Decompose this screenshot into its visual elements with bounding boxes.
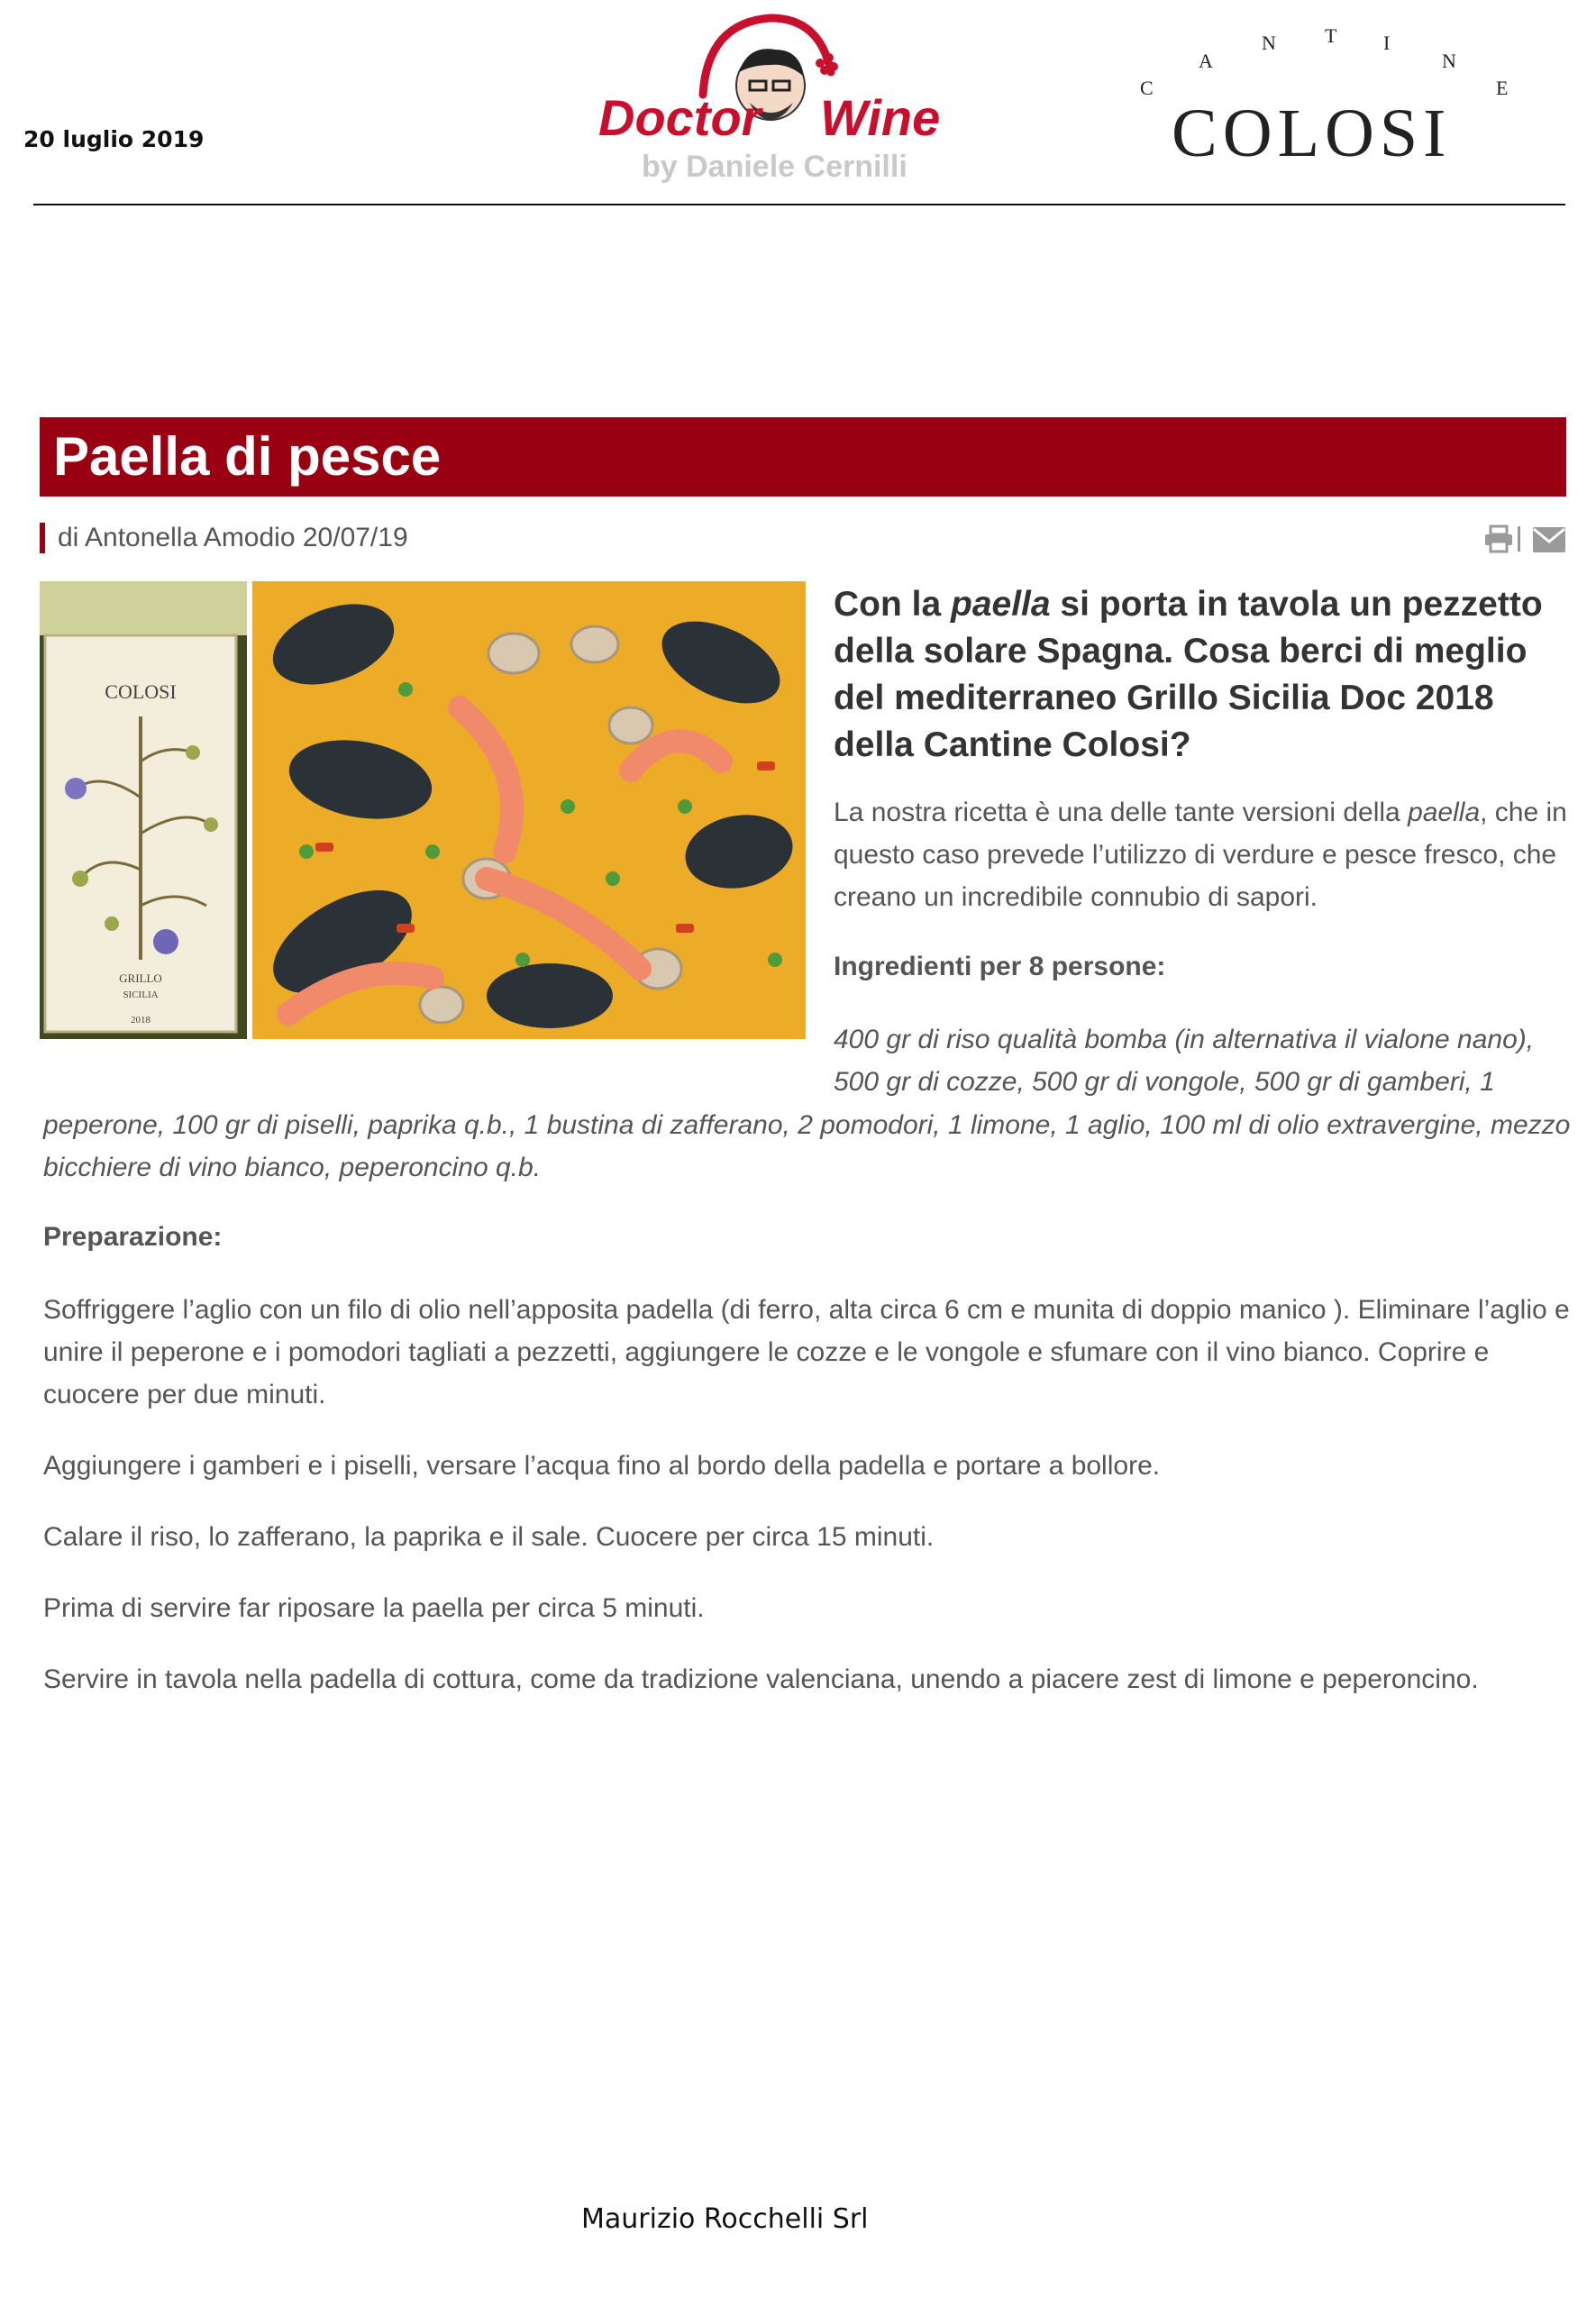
ingredients-text: 400 gr di riso qualità bomba (in alternativa il vialone nano), 500 gr di cozze, 500 gr di vongole, 500 gr di gamberi, 1 [834, 1025, 1535, 1097]
svg-text:I: I [1383, 32, 1391, 54]
ingredients-heading: Ingredienti per 8 persone: [834, 952, 1166, 981]
svg-text:by Daniele Cernilli: by Daniele Cernilli [642, 150, 907, 184]
cantine-colosi-logo [1113, 23, 1537, 167]
svg-text:N: N [1442, 50, 1456, 72]
print-icon[interactable] [1483, 524, 1514, 553]
svg-text:E: E [1496, 77, 1509, 99]
ingredients-text-continued: peperone, 100 gr di piselli, paprika q.b., 1 bustina di zafferano, 2 pomodori, 1 limone, 1 aglio, 100 ml di olio extravergine, mezzo bicchiere di vino bianco, peperoncino q.b. [43, 1110, 1571, 1182]
preparation-step: Servire in tavola nella padella di cottura, come da tradizione valenciana, unendo a piacere zest di limone e peperoncino. [43, 1664, 1479, 1694]
svg-text:A: A [1199, 50, 1213, 72]
footer-text: Maurizio Rocchelli Srl [581, 2203, 869, 2235]
svg-text:2018: 2018 [131, 1015, 150, 1026]
preparation-step: Aggiungere i gamberi e i piselli, versare l’acqua fino al bordo della padella e portare a bollore. [43, 1451, 1161, 1481]
svg-text:Doctor: Doctor [598, 89, 762, 146]
svg-text:COLOSI: COLOSI [105, 680, 177, 703]
preparation-step: Calare il riso, lo zafferano, la paprika e il sale. Cuocere per circa 15 minuti. [43, 1522, 935, 1552]
paella-photo [252, 581, 806, 1039]
svg-text:C: C [1140, 77, 1154, 99]
article-title: Paella di pesce [53, 426, 442, 487]
publication-date: 20 luglio 2019 [23, 126, 205, 152]
icon-separator [1518, 526, 1520, 552]
article-byline: di Antonella Amodio 20/07/19 [58, 523, 408, 552]
doctor-wine-logo [595, 9, 946, 189]
svg-text:N: N [1262, 32, 1276, 54]
byline-accent [40, 523, 45, 553]
wine-bottle-image [40, 581, 247, 1039]
mail-icon[interactable] [1532, 526, 1566, 553]
preparation-heading: Preparazione: [43, 1222, 223, 1252]
preparation-step: Soffriggere l’aglio con un filo di olio nell’apposita padella (di ferro, alta circa 6 cm e munita di doppio manico ). Eliminare l’aglio e unire il peperone e i pomodori tagliati a pezzetti, aggiungere le cozze e le vongole e sfumare con il vino bianco. Coprire e cuocere per due minuti. [43, 1295, 1570, 1409]
header-divider [33, 204, 1565, 205]
preparation-step: Prima di servire far riposare la paella per circa 5 minuti. [43, 1593, 705, 1623]
article-lead: Con la paella si porta in tavola un pezzetto della solare Spagna. Cosa berci di meglio del mediterraneo Grillo Sicilia Doc 2018 della Cantine Colosi? [834, 585, 1543, 764]
svg-text:T: T [1325, 24, 1337, 47]
article-intro: La nostra ricetta è una delle tante versioni della paella, che in questo caso prevede l’utilizzo di verdure e pesce fresco, che creano un incredibile connubio di sapori. [834, 798, 1567, 912]
svg-text:COLOSI: COLOSI [1172, 96, 1452, 167]
svg-text:Wine: Wine [820, 89, 941, 146]
preparation-steps [43, 1289, 1575, 1729]
svg-text:SICILIA: SICILIA [123, 989, 159, 1000]
svg-text:GRILLO: GRILLO [119, 971, 162, 985]
article-title-bar [40, 417, 1566, 497]
